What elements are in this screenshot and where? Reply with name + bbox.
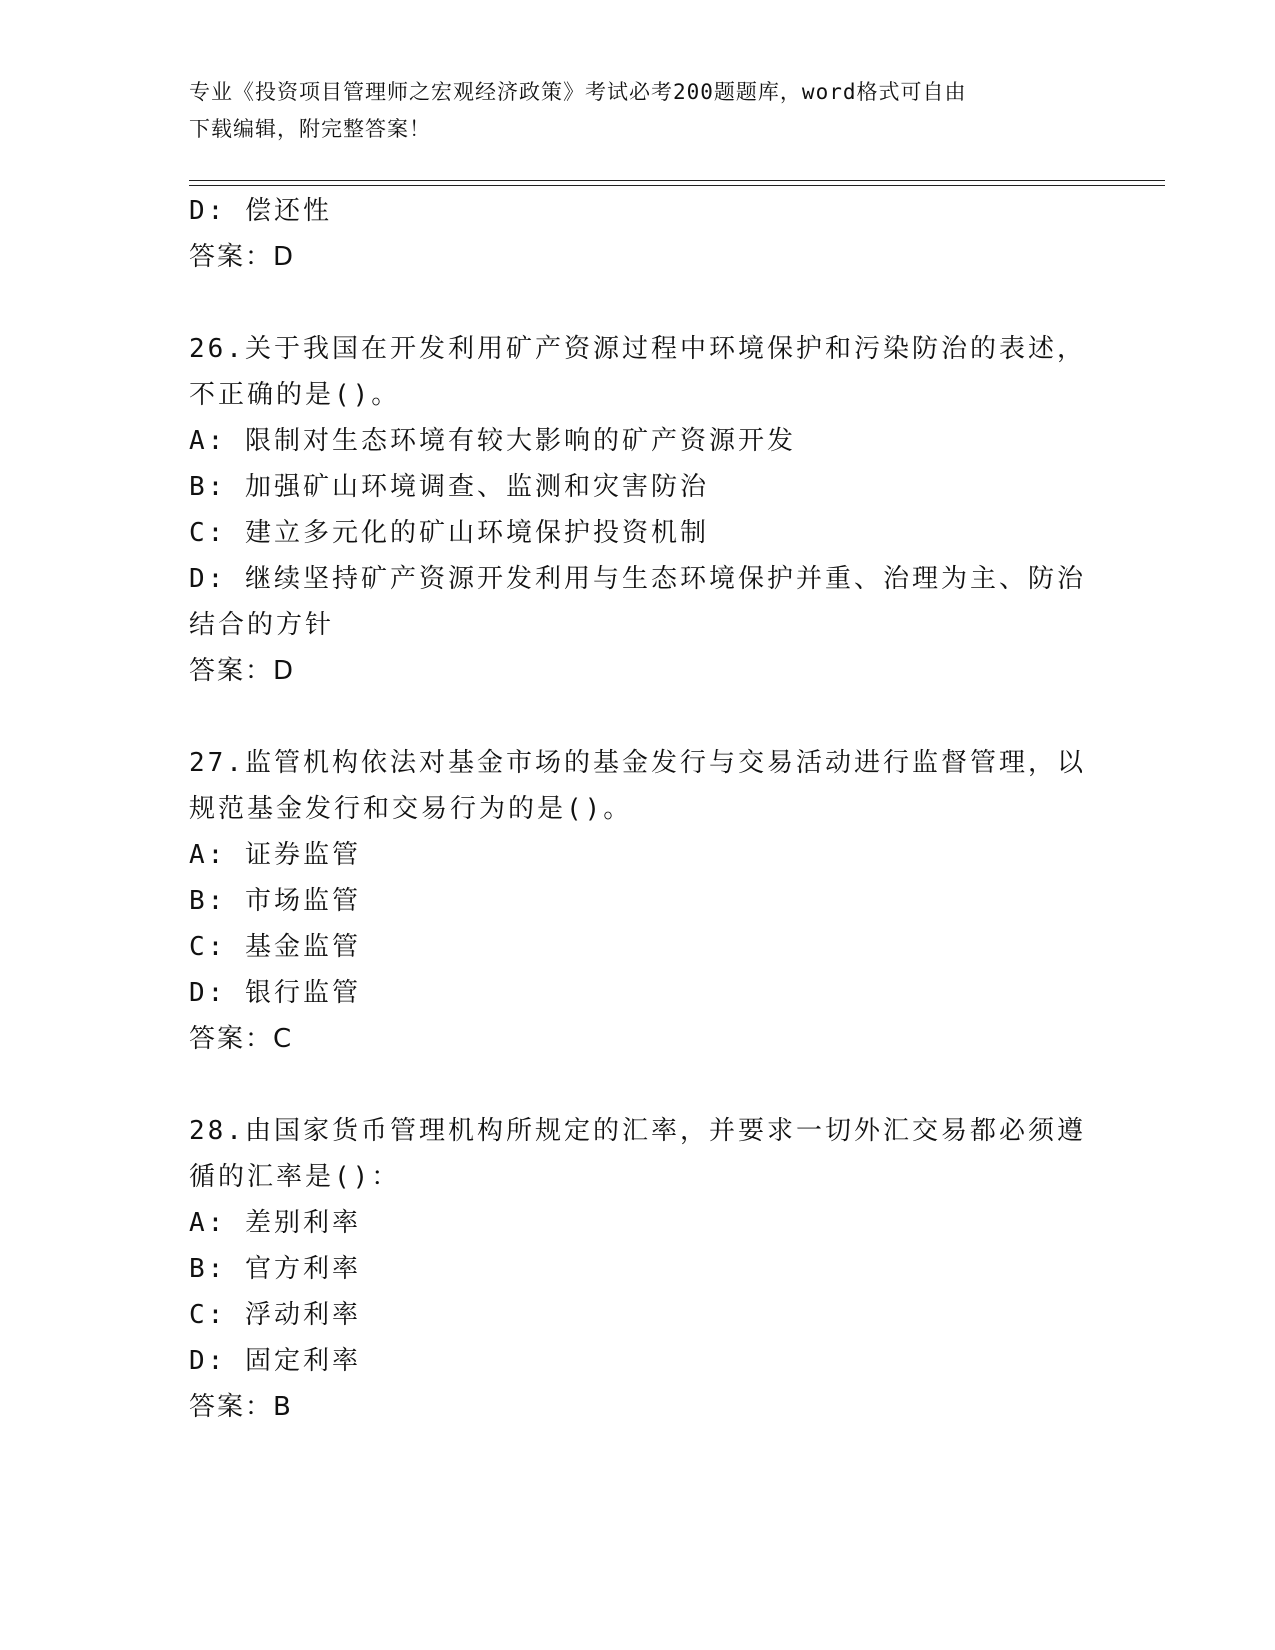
- option-d: D: 固定利率: [189, 1346, 361, 1376]
- question-stem-continued: 循的汇率是()：: [189, 1162, 401, 1192]
- option-d: D: 银行监管: [189, 978, 361, 1008]
- question-26: [189, 326, 1089, 694]
- option-a: A: 证券监管: [189, 840, 361, 870]
- question-stem-continued: 规范基金发行和交易行为的是()。: [189, 794, 633, 824]
- spacer: [189, 694, 1089, 740]
- header-line-2: 下载编辑，附完整答案！: [189, 117, 431, 141]
- question-27: [189, 740, 1089, 1062]
- option-a: A: 限制对生态环境有较大影响的矿产资源开发: [189, 426, 796, 456]
- option-d: D: 继续坚持矿产资源开发利用与生态环境保护并重、治理为主、防治: [189, 564, 1086, 594]
- header-divider-bottom: [189, 185, 1165, 186]
- option-b: B: 官方利率: [189, 1254, 361, 1284]
- answer-line: 答案：D: [189, 242, 296, 272]
- option-d-continued: 结合的方针: [189, 610, 335, 640]
- spacer: [189, 280, 1089, 326]
- option-b: B: 加强矿山环境调查、监测和灾害防治: [189, 472, 709, 502]
- question-28: [189, 1108, 1089, 1430]
- answer-line: 答案：D: [189, 656, 296, 686]
- question-stem: 26.关于我国在开发利用矿产资源过程中环境保护和污染防治的表述，: [189, 334, 1086, 364]
- answer-line: 答案：C: [189, 1024, 294, 1054]
- option-c: C: 浮动利率: [189, 1300, 361, 1330]
- option-c: C: 基金监管: [189, 932, 361, 962]
- answer-line: 答案：B: [189, 1392, 293, 1422]
- question-stem: 28.由国家货币管理机构所规定的汇率，并要求一切外汇交易都必须遵: [189, 1116, 1086, 1146]
- option-d: D: 偿还性: [189, 196, 332, 226]
- question-stem-continued: 不正确的是()。: [189, 380, 401, 410]
- document-body: [189, 188, 1089, 1430]
- option-c: C: 建立多元化的矿山环境保护投资机制: [189, 518, 709, 548]
- question-stem: 27.监管机构依法对基金市场的基金发行与交易活动进行监督管理，以: [189, 748, 1086, 778]
- header-divider-top: [189, 180, 1165, 181]
- header-line-1: 专业《投资项目管理师之宏观经济政策》考试必考200题题库，word格式可自由: [189, 80, 967, 104]
- prev-question-tail: [189, 188, 1089, 280]
- option-b: B: 市场监管: [189, 886, 361, 916]
- page-header: [189, 74, 1089, 148]
- spacer: [189, 1062, 1089, 1108]
- option-a: A: 差别利率: [189, 1208, 361, 1238]
